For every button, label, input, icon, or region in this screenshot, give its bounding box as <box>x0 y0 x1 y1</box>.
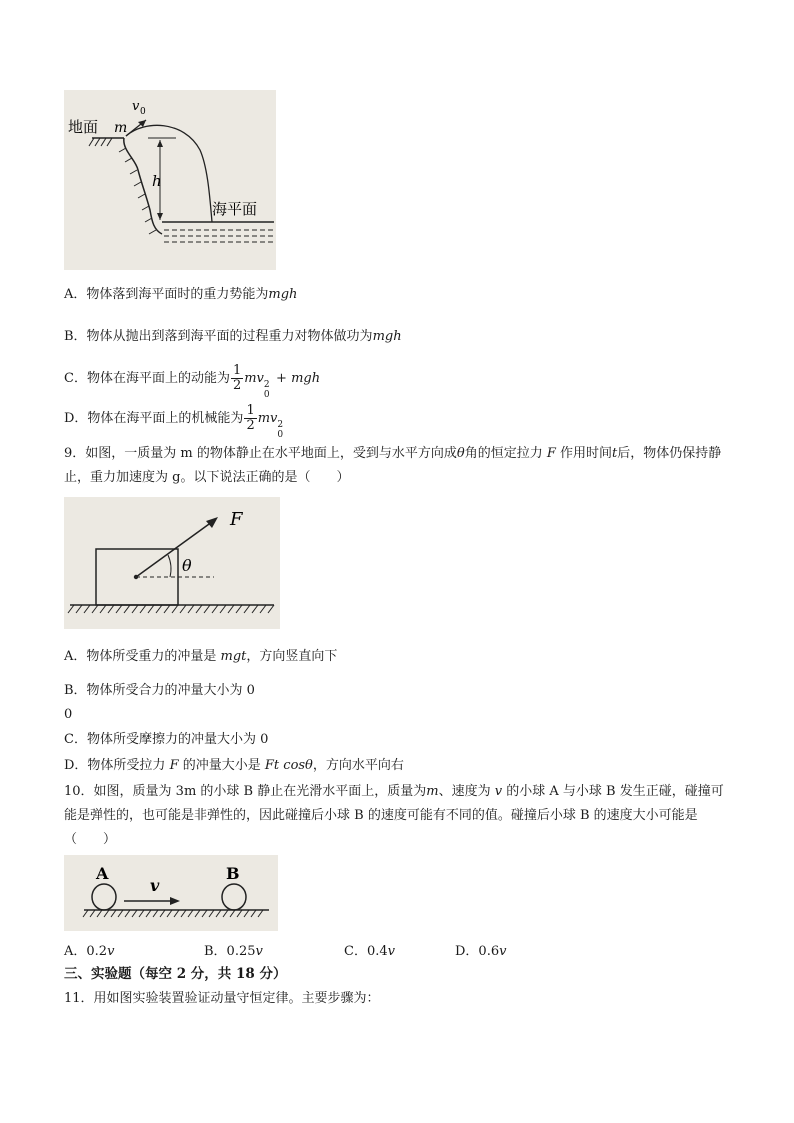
q10-option-c: C．0.4v <box>344 944 395 959</box>
mass-label: m <box>114 120 128 136</box>
q8-option-a: A．物体落到海平面时的重力势能为mgh <box>64 287 298 302</box>
figure-two-balls <box>64 855 278 931</box>
force-label: F <box>230 509 243 530</box>
fraction: $\frac{1}{2}$ <box>232 363 242 393</box>
block-force-diagram <box>64 497 280 629</box>
q9-option-a: A．物体所受重力的冲量是 mgt，方向竖直向下 <box>64 649 338 664</box>
section-heading: 三、实验题（每空 2 分，共 18 分） <box>64 966 287 982</box>
q10-option-a: A．0.2v <box>64 944 115 959</box>
velocity-label: v <box>150 876 160 895</box>
theta-label: θ <box>182 556 192 575</box>
q10-option-b: B．0.25v <box>204 944 263 959</box>
q11-stem: 11．用如图实验装置验证动量守恒定律。主要步骤为： <box>64 991 380 1006</box>
q9-option-b: B．物体所受合力的冲量大小为 0 <box>64 683 255 698</box>
q10-stem: 10．如图，质量为 3m 的小球 B 静止在光滑水平面上，质量为m、速度为 v 的小球 A 与小球 B 发生正碰，碰撞可能是弹性的，也可能是非弹性的，因此碰撞后小球 B 的速度可能有不同的值。碰撞后小球 B 的速度大小可能是（ ） <box>64 784 724 847</box>
fraction: $\frac{1}{2}$ <box>246 403 255 433</box>
sea-level-label: 海平面 <box>212 200 258 218</box>
q9-option-d: D．物体所受拉力 F 的冲量大小是 Ft cosθ，方向水平向右 <box>64 758 404 773</box>
q9-option-c: C．物体所受摩擦力的冲量大小为 0 <box>64 732 269 747</box>
height-label: h <box>152 172 162 190</box>
v0-sub-label: 0 <box>140 107 146 117</box>
q9-stray-text: 0 <box>64 707 73 722</box>
ground-label: 地面 <box>68 118 99 136</box>
figure-cliff-projectile <box>64 90 276 270</box>
v0-label: v <box>132 99 140 114</box>
q8-option-c: C．物体在海平面上的动能为 $\frac{1}{2}$ mv 2 0 + mgh <box>64 363 321 400</box>
q8-option-d: D．物体在海平面上的机械能为 $\frac{1}{2}$ mv 2 0 <box>64 403 284 440</box>
q9-stem: 9．如图，一质量为 m 的物体静止在水平地面上，受到与水平方向成θ角的恒定拉力 F 作用时间t后，物体仍保持静止，重力加速度为 g。以下说法正确的是（ ） <box>64 446 722 485</box>
cliff-diagram <box>64 90 276 270</box>
ball-b-label: B <box>226 864 240 883</box>
figure-block-force <box>64 497 280 629</box>
two-balls-diagram <box>64 855 278 931</box>
q8-option-b: B．物体从抛出到落到海平面的过程重力对物体做功为mgh <box>64 329 402 344</box>
ball-a-label: A <box>96 864 109 883</box>
q10-option-d: D．0.6v <box>455 944 507 959</box>
